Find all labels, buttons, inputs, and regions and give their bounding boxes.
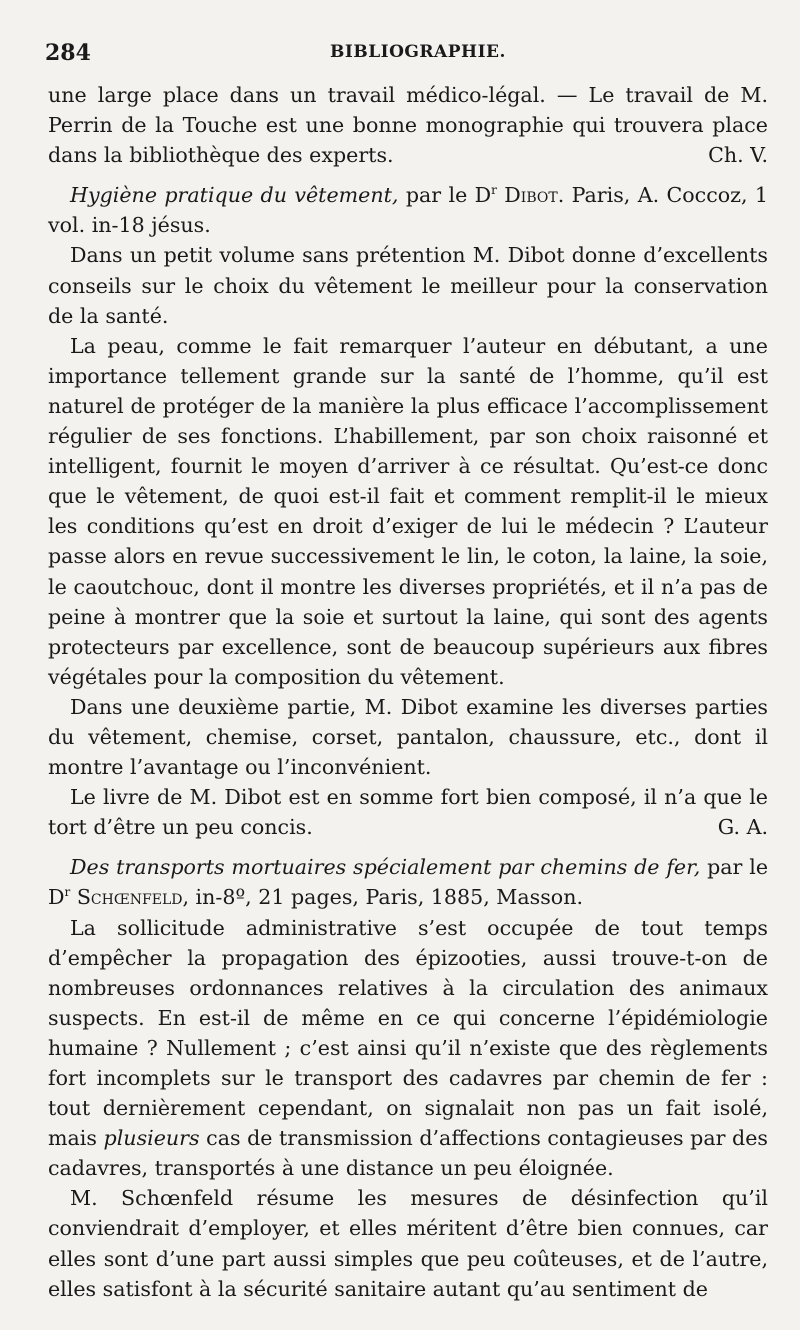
author-title-sup: r <box>64 885 71 900</box>
book-title: Hygiène pratique du vêtement, <box>70 183 399 208</box>
text-run: cas de transmission d’affections contagieuses par des cadavres, transportés à une distance un peu éloignée. <box>48 1126 768 1181</box>
paragraph <box>48 913 768 1184</box>
author-name: Dibot <box>504 183 558 208</box>
author-name: Schœnfeld <box>76 885 183 910</box>
review-perrin-end <box>48 80 768 170</box>
author-title-sup: r <box>491 183 497 198</box>
page-header <box>45 40 755 70</box>
paragraph: M. Schœnfeld résume les mesures de désinfection qu’il conviendrait d’employer, et elles méritent d’être bien connues, car elles sont d’une part aussi simples que peu coûteuses, et de l’autre, elles satisfont à la sécurité sanitaire autant qu’au sentiment de <box>48 1186 768 1301</box>
page-body <box>48 80 768 1304</box>
imprint: , in-8º, 21 pages, Paris, 1885, Masson. <box>182 885 584 910</box>
running-title: BIBLIOGRAPHIE. <box>330 42 506 62</box>
paragraph-final <box>48 782 768 842</box>
paragraph-text: Le livre de M. Dibot est en somme fort bien composé, il n’a que le tort d’être un peu concis. <box>48 785 768 840</box>
author-prefix: par le D <box>398 183 492 208</box>
page-number: 284 <box>45 40 91 66</box>
book-citation-dibot <box>48 180 768 240</box>
book-title: Des transports mortuaires spécialement par chemins de fer, <box>70 855 701 880</box>
imprint: . Paris, A. Coccoz, 1 vol. in-18 jésus. <box>48 183 769 238</box>
paragraph: Dans une deuxième partie, M. Dibot examine les diverses parties du vêtement, chemise, corset, pantalon, chaussure, etc., dont il montre l’avantage ou l’inconvénient. <box>48 694 768 780</box>
paragraph: La peau, comme le fait remarquer l’auteur en débutant, a une importance tellement grande sur la santé de l’homme, qu’il est naturel de protéger de la manière la plus efficace l’accomplissement régulier de ses fonctions. L’habillement, par son choix raisonné et intelligent, fournit le moyen d’arriver à ce résultat. Qu’est-ce donc que le vêtement, de quoi est-il fait et comment remplit-il le mieux les conditions qu’est en droit d’exiger de lui le médecin ? L’auteur passe alors en revue successivement le lin, le coton, la laine, la soie, le caoutchouc, dont il montre les diverses propriétés, et il n’a pas de peine à montrer que la soie et surtout la laine, qui sont des agents protecteurs par excellence, sont de beaucoup supérieurs aux fibres végétales pour la composition du vêtement. <box>48 333 768 689</box>
paragraph-text: une large place dans un travail médico-légal. — Le travail de M. Perrin de la Touche est une bonne monographie qui trouvera place dans la bibliothèque des experts. <box>48 83 768 168</box>
reviewer-signature: Ch. V. <box>708 143 768 168</box>
author-prefix: par le D <box>48 855 769 910</box>
text-run: La sollicitude administrative s’est occupée de tout temps d’empêcher la propagation des épizooties, aussi trouve-t-on de nombreuses ordonnances relatives à la circulation des animaux suspects. En est-il de même en ce qui concerne l’épidémiologie humaine ? Nullement ; c’est ainsi qu’il n’existe que des règlements fort incomplets sur le transport des cadavres par chemin de fer : tout dernièrement cependant, on signalait non pas un fait isolé, mais <box>48 915 768 1151</box>
emphasis: plusieurs <box>103 1126 200 1151</box>
paragraph: Dans un petit volume sans prétention M. Dibot donne d’excellents conseils sur le choix du vêtement le meilleur pour la conservation de la santé. <box>48 243 768 328</box>
book-citation-schoenfeld <box>48 852 768 912</box>
reviewer-signature: G. A. <box>717 815 768 840</box>
